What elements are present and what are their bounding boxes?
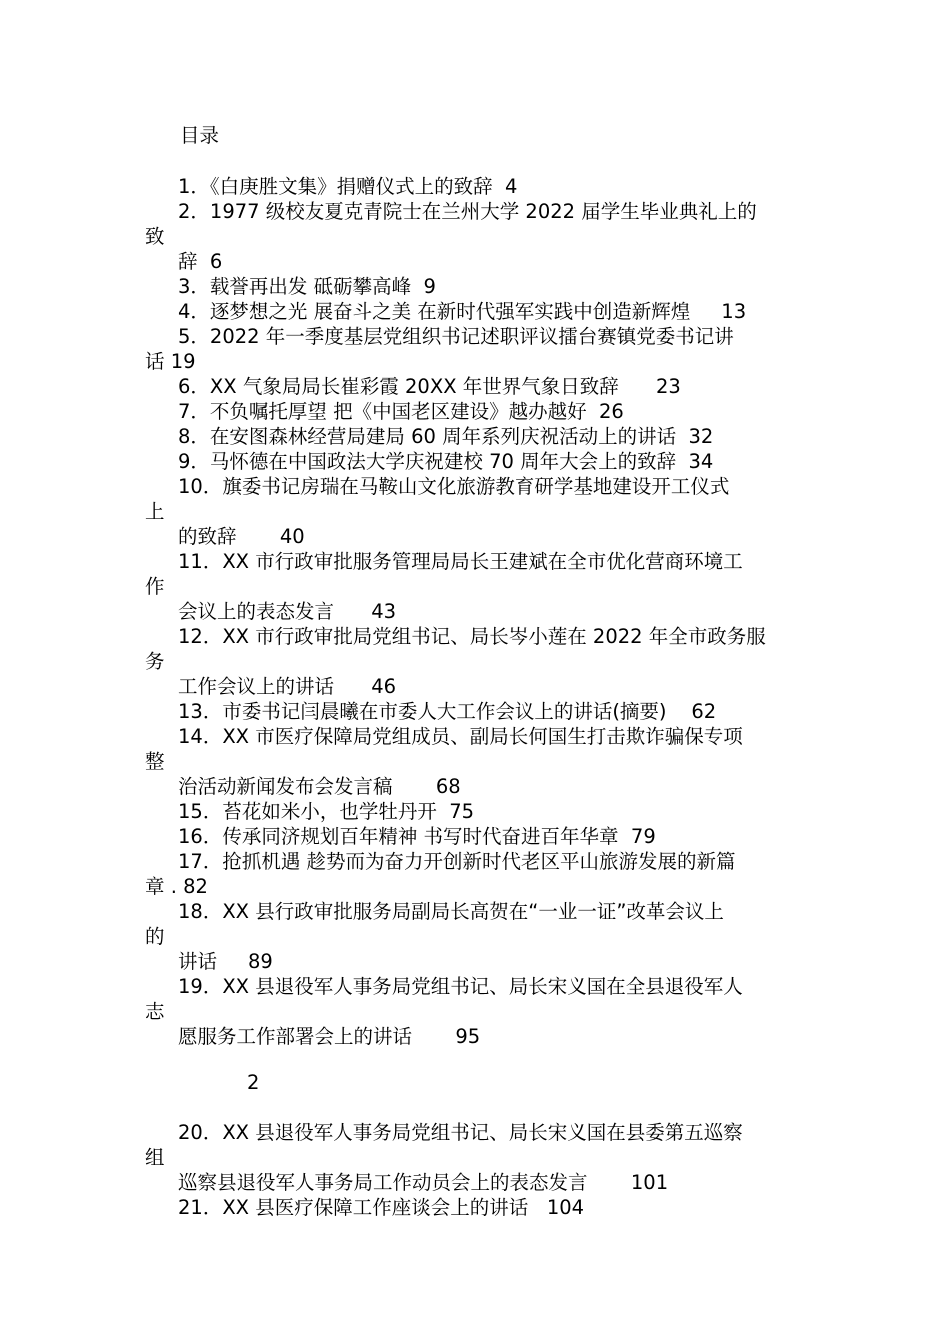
toc-entry-line: 务	[145, 650, 165, 673]
toc-entry-line: 志	[145, 1000, 165, 1023]
toc-entry-line: 9．马怀德在中国政法大学庆祝建校 70 周年大会上的致辞 34	[178, 450, 714, 473]
toc-entry-line: 讲话 89	[178, 950, 273, 973]
toc-entry-line: 作	[145, 575, 165, 598]
toc-entry-line: 1．《白庚胜文集》捐赠仪式上的致辞 4	[178, 175, 518, 198]
toc-entry-line: 工作会议上的讲话 46	[178, 675, 397, 698]
toc-entry-line: 16．传承同济规划百年精神 书写时代奋进百年华章 79	[178, 825, 656, 848]
toc-entry-line: 巡察县退役军人事务局工作动员会上的表态发言 101	[178, 1171, 669, 1194]
toc-title: 目录	[180, 124, 220, 147]
toc-entry-line: 17．抢抓机遇 趁势而为奋力开创新时代老区平山旅游发展的新篇	[178, 850, 736, 873]
toc-entry-line: 20．XX 县退役军人事务局党组书记、局长宋义国在县委第五巡察	[178, 1121, 743, 1144]
toc-entry-line: 10．旗委书记房瑞在马鞍山文化旅游教育研学基地建设开工仪式	[178, 475, 730, 498]
toc-entry-line: 5．2022 年一季度基层党组织书记述职评议擂台赛镇党委书记讲	[178, 325, 734, 348]
toc-entry-line: 辞 6	[178, 250, 223, 273]
toc-entry-line: 14．XX 市医疗保障局党组成员、副局长何国生打击欺诈骗保专项	[178, 725, 743, 748]
toc-entry-line: 愿服务工作部署会上的讲话 95	[178, 1025, 481, 1048]
toc-entry-line: 19．XX 县退役军人事务局党组书记、局长宋义国在全县退役军人	[178, 975, 743, 998]
toc-entry-line: 15．苔花如米小，也学牡丹开 75	[178, 800, 475, 823]
toc-entry-line: 治活动新闻发布会发言稿 68	[178, 775, 461, 798]
toc-entry-line: 的	[145, 925, 165, 948]
toc-entry-line: 的致辞 40	[178, 525, 305, 548]
toc-entry-line: 4．逐梦想之光 展奋斗之美 在新时代强军实践中创造新辉煌 13	[178, 300, 747, 323]
toc-entry-line: 8．在安图森林经营局建局 60 周年系列庆祝活动上的讲话 32	[178, 425, 714, 448]
toc-entry-line: 12．XX 市行政审批局党组书记、局长岑小莲在 2022 年全市政务服	[178, 625, 766, 648]
toc-entry-line: 2．1977 级校友夏克青院士在兰州大学 2022 届学生毕业典礼上的	[178, 200, 757, 223]
toc-entry-line: 21．XX 县医疗保障工作座谈会上的讲话 104	[178, 1196, 585, 1219]
toc-entry-line: 13．市委书记闫晨曦在市委人大工作会议上的讲话(摘要) 62	[178, 700, 717, 723]
toc-entry-line: 7．不负嘱托厚望 把《中国老区建设》越办越好 26	[178, 400, 624, 423]
toc-entry-line: 18．XX 县行政审批服务局副局长高贺在“一业一证”改革会议上	[178, 900, 724, 923]
toc-entry-line: 组	[145, 1146, 165, 1169]
toc-entry-line: 3．载誉再出发 砥砺攀高峰 9	[178, 275, 436, 298]
page-number: 2	[247, 1071, 260, 1094]
toc-entry-line: 上	[145, 500, 165, 523]
toc-entry-line: 章 . 82	[145, 875, 208, 898]
toc-entry-line: 6．XX 气象局局长崔彩霞 20XX 年世界气象日致辞 23	[178, 375, 681, 398]
toc-entry-line: 致	[145, 225, 165, 248]
toc-entry-line: 话 19	[145, 350, 196, 373]
toc-entry-line: 会议上的表态发言 43	[178, 600, 397, 623]
toc-entry-line: 整	[145, 750, 165, 773]
toc-entry-line: 11．XX 市行政审批服务管理局局长王建斌在全市优化营商环境工	[178, 550, 743, 573]
